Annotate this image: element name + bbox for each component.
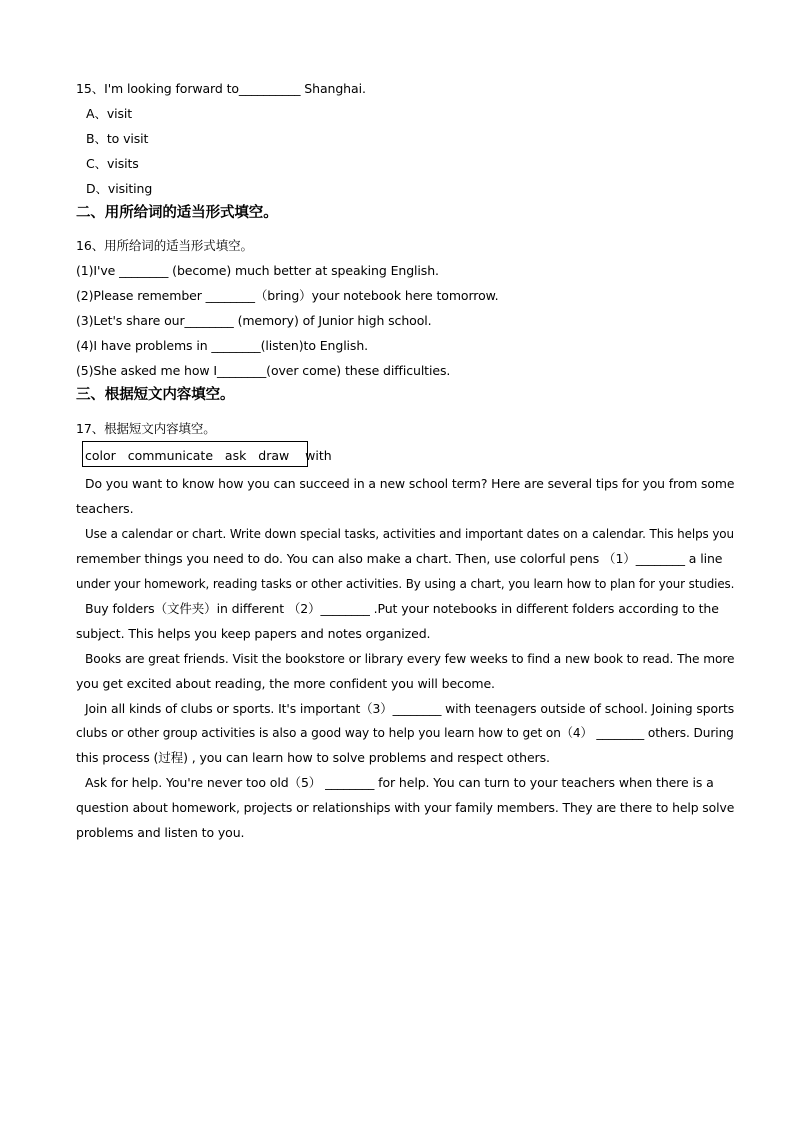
question-15-stem: 15、I'm looking forward to__________ Shanghai. xyxy=(76,81,366,96)
section-2-heading: 二、用所给词的适当形式填空。 xyxy=(76,205,278,221)
question-16-item-1: (1)I've ________ (become) much better at speaking English. xyxy=(76,263,439,278)
passage-line: teachers. xyxy=(76,501,134,516)
passage-line: Do you want to know how you can succeed in a new school term? Here are several tips for you from some xyxy=(85,476,735,491)
passage-line: this process (过程) , you can learn how to solve problems and respect others. xyxy=(76,750,550,765)
passage-line: question about homework, projects or relationships with your family members. They are there to help solve xyxy=(76,800,735,815)
question-16-item-2: (2)Please remember ________（bring）your notebook here tomorrow. xyxy=(76,288,499,303)
passage-line: Join all kinds of clubs or sports. It's important（3）________ with teenagers outside of school. Joining sports xyxy=(85,701,735,716)
word-bank-box xyxy=(82,441,332,467)
question-17-title: 17、根据短文内容填空。 xyxy=(76,421,216,436)
passage-line: under your homework, reading tasks or other activities. By using a chart, you learn how to plan for your studies. xyxy=(76,576,735,591)
question-16-title: 16、用所给词的适当形式填空。 xyxy=(76,238,253,253)
passage-line: Ask for help. You're never too old（5） ________ for help. You can turn to your teachers when there is a xyxy=(85,775,714,790)
passage-line: subject. This helps you keep papers and notes organized. xyxy=(76,626,431,641)
passage-line: Buy folders（文件夹）in different （2）________ .Put your notebooks in different folders according to the xyxy=(85,601,719,616)
passage-line: Use a calendar or chart. Write down special tasks, activities and important dates on a calendar. This helps you xyxy=(85,526,734,541)
passage-line: problems and listen to you. xyxy=(76,825,245,840)
question-15-option-b: B、to visit xyxy=(86,131,149,146)
passage-line: remember things you need to do. You can also make a chart. Then, use colorful pens （1）________ a line xyxy=(76,551,723,566)
passage-line: you get excited about reading, the more confident you will become. xyxy=(76,676,495,691)
section-3-heading: 三、根据短文内容填空。 xyxy=(76,387,235,403)
question-16-item-4: (4)I have problems in ________(listen)to English. xyxy=(76,338,369,353)
question-16-item-3: (3)Let's share our________ (memory) of Junior high school. xyxy=(76,313,432,328)
question-15-option-a: A、visit xyxy=(86,106,133,121)
question-15-option-c: C、visits xyxy=(86,156,139,171)
passage-line: Books are great friends. Visit the bookstore or library every few weeks to find a new book to read. The more xyxy=(85,651,735,666)
question-15-option-d: D、visiting xyxy=(86,181,153,196)
passage-line: clubs or other group activities is also a good way to help you learn how to get on（4） ________ others. During xyxy=(76,725,734,740)
question-16-item-5: (5)She asked me how I________(over come) these difficulties. xyxy=(76,363,451,378)
word-bank-words: color communicate ask draw with xyxy=(85,448,332,463)
